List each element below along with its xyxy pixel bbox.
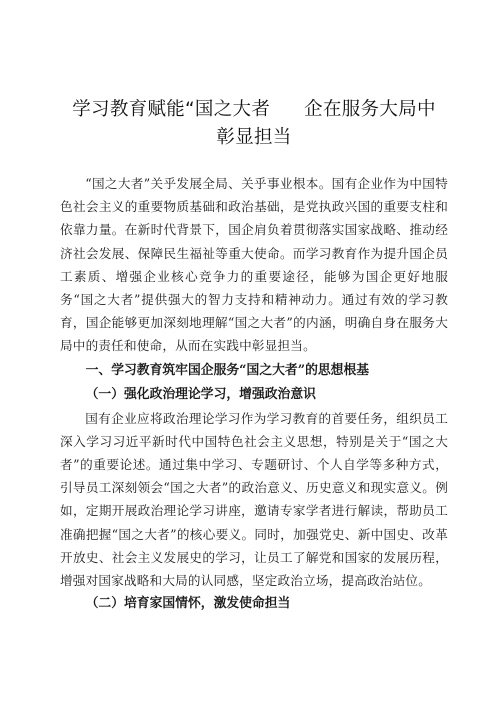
subsection-1-paragraph: 国有企业应将政治理论学习作为学习教育的首要任务，组织员工深入学习习近平新时代中国特色社会主义思想，特别是关于“国之大者”的重要论述。通过集中学习、专题研讨、个人自学等多种方式，引导员工深刻领会“国之大者”的政治意义、历史意义和现实意义。例如，定期开展政治理论学习讲座，邀请专家学者进行解读，帮助员工准确把握“国之大者”的核心要义。同时，加强党史、新中国史、改革开放史、社会主义发展史的学习，让员工了解党和国家的发展历程，增强对国家战略和大局的认同感，坚定政治立场，提高政治站位。 [60,410,448,589]
section-heading-1: 一、学习教育筑牢国企服务“国之大者”的思想根基 [85,362,370,378]
subsection-heading-1: （一）强化政治理论学习，增强政治意识 [85,386,316,402]
title-line1-part1: 学习教育赋能“国之大者 [72,99,271,120]
document-body [60,172,448,616]
subsection-heading-2: （二）培育家国情怀，激发使命担当 [85,596,291,612]
title-line1-part2: 企在服务大局中 [304,99,436,120]
document-title [60,0,448,152]
intro-paragraph: “国之大者”关乎发展全局、关乎事业根本。国有企业作为中国特色社会主义的重要物质基础和政治基础，是党执政兴国的重要支柱和依靠力量。在新时代背景下，国企肩负着贯彻落实国家战略、推动经济社会发展、保障民生福祉等重大使命。而学习教育作为提升国企员工素质、增强企业核心竞争力的重要途径，能够为国企更好地服务“国之大者”提供强大的智力支持和精神动力。通过有效的学习教育，国企能够更加深刻地理解“国之大者”的内涵，明确自身在服务大局中的责任和使命，从而在实践中彰显担当。 [60,176,448,354]
title-line2: 彰显担当 [216,127,292,148]
